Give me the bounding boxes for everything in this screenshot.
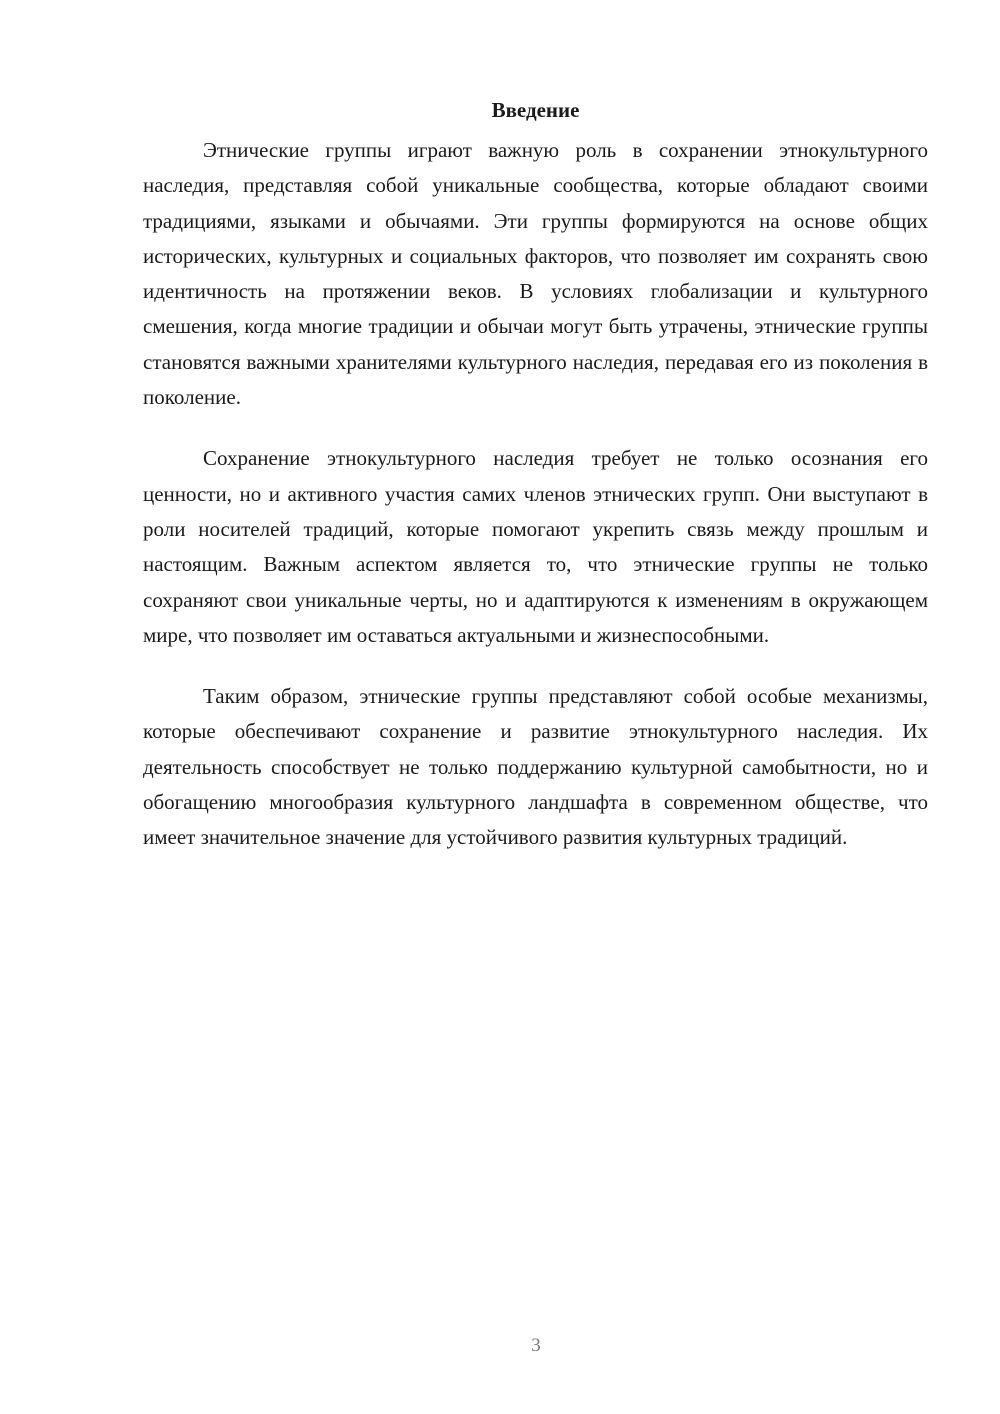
page-number: 3 <box>531 1335 541 1356</box>
paragraph-1: Этнические группы играют важную роль в сохранении этнокультурного наследия, представляя собой уникальные сообщества, которые обладают своими традициями, языками и обычаями. Эти группы формируются на основе общих исторических, культурных и социальных факторов, что позволяет им сохранять свою идентичность на протяжении веков. В условиях глобализации и культурного смешения, когда многие традиции и обычаи могут быть утрачены, этнические группы становятся важными хранителями культурного наследия, передавая его из поколения в поколение. <box>143 138 928 410</box>
page-content <box>143 90 928 882</box>
section-title: Введение <box>491 98 580 122</box>
paragraph-3: Таким образом, этнические группы представляют собой особые механизмы, которые обеспечивают сохранение и развитие этнокультурного наследия. Их деятельность способствует не только поддержанию культурной самобытности, но и обогащению многообразия культурного ландшафта в современном обществе, что имеет значительное значение для устойчивого развития культурных традиций. <box>143 684 928 850</box>
paragraph-2: Сохранение этнокультурного наследия требует не только осознания его ценности, но и активного участия самих членов этнических групп. Они выступают в роли носителей традиций, которые помогают укрепить связь между прошлым и настоящим. Важным аспектом является то, что этнические группы не только сохраняют свои уникальные черты, но и адаптируются к изменениям в окружающем мире, что позволяет им оставаться актуальными и жизнеспособными. <box>143 446 928 647</box>
